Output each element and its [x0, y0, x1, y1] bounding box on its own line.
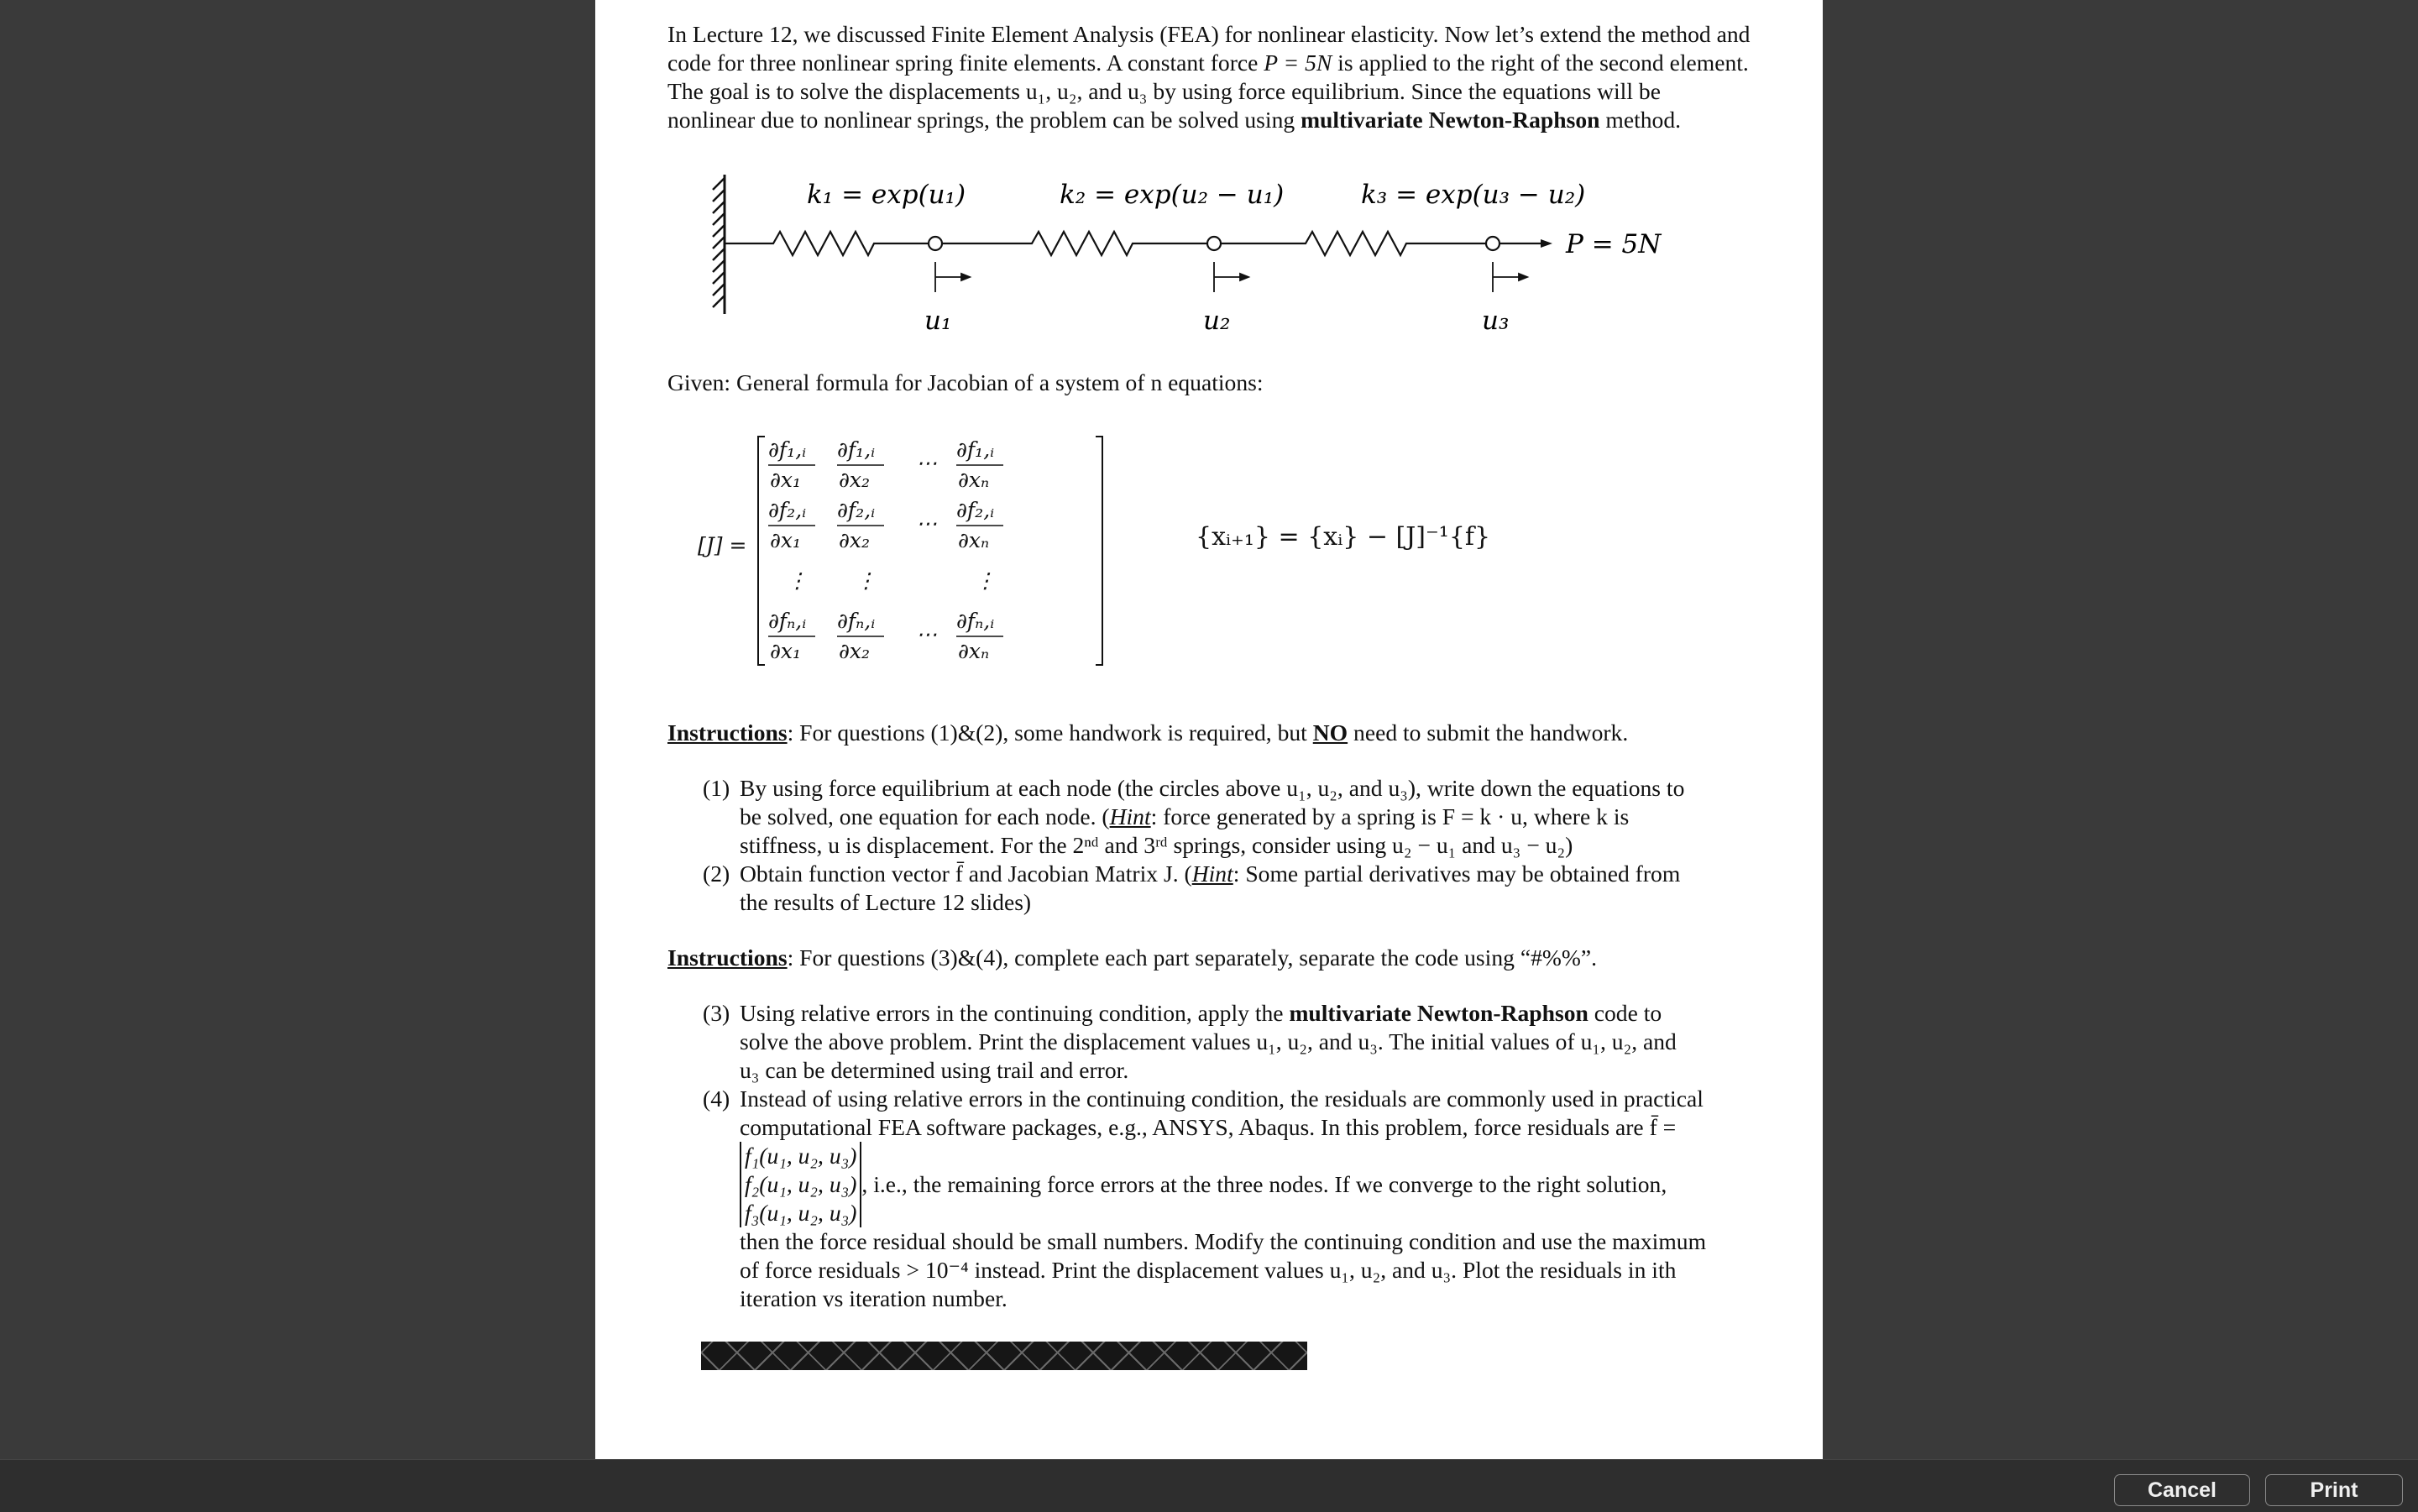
question-1: (1) By using force equilibrium at each node (the circles above u₁, u₂, and u₃), write down the equations to be solved, one equation for each node. (Hint: force generated by a spring is F = k · u, where k is stiffness, u is displacement. For the 2ⁿᵈ and 3ʳᵈ springs, consider using u₂ − u₁ and u₃ − u₂) [703, 775, 1685, 858]
k3-label: k₃ = exp(u₃ − u₂) [1361, 180, 1586, 210]
node-2-circle [1207, 237, 1221, 250]
given-text: Given: General formula for Jacobian of a system of n equations: [667, 369, 1264, 395]
svg-text:∂x₁: ∂x₁ [770, 528, 802, 552]
question-2: (2) Obtain function vector f̄ and Jacobian Matrix J. (Hint: Some partial derivatives may be obtained from the results of Lecture 12 slides) [703, 861, 1681, 915]
instructions-1: Instructions: For questions (1)&(2), some handwork is required, but NO need to submit the handwork. [667, 719, 1629, 746]
svg-text:∂f₂,ᵢ: ∂f₂,ᵢ [768, 498, 807, 522]
svg-text:∂x₁: ∂x₁ [770, 639, 802, 663]
svg-text:∂xₙ: ∂xₙ [958, 468, 990, 492]
node-1-circle [929, 237, 942, 250]
u1-label: u₁ [924, 306, 952, 336]
svg-text:∂x₂: ∂x₂ [839, 639, 871, 663]
svg-text:∂x₂: ∂x₂ [839, 528, 871, 552]
k2-label: k₂ = exp(u₂ − u₁) [1060, 180, 1285, 210]
svg-text:∂f₁,ᵢ: ∂f₁,ᵢ [768, 437, 807, 462]
svg-text:∂fₙ,ᵢ: ∂fₙ,ᵢ [768, 609, 807, 633]
svg-text:∂fₙ,ᵢ: ∂fₙ,ᵢ [837, 609, 876, 633]
svg-text:∂x₁: ∂x₁ [770, 468, 802, 492]
redacted-bar [701, 1342, 1307, 1370]
iteration-formula: {xᵢ₊₁} = {xᵢ} − [J]⁻¹{f} [1196, 522, 1491, 552]
svg-text:∂xₙ: ∂xₙ [958, 528, 990, 552]
svg-text:⋯: ⋯ [916, 511, 937, 536]
force-equation: P = 5N [1264, 50, 1332, 76]
svg-text:∂x₂: ∂x₂ [839, 468, 871, 492]
svg-text:⋯: ⋯ [916, 622, 937, 646]
print-dialog-footer [0, 1459, 2418, 1512]
intro-paragraph: In Lecture 12, we discussed Finite Element Analysis (FEA) for nonlinear elasticity. Now let’s extend the method and code for three nonlinear spring finite elements. A constant force P = 5N is applied to the right of the second element. The goal is to solve the displacements u₁, u₂, and u₃ by using force equilibrium. Since the equations will be nonlinear due to nonlinear springs, the problem can be solved using multivariate Newton-Raphson method. [667, 21, 1751, 133]
k1-label: k₁ = exp(u₁) [807, 180, 966, 210]
force-label: P = 5N [1566, 229, 1662, 259]
instructions-2: Instructions: For questions (3)&(4), complete each part separately, separate the code using “#%%”. [667, 944, 1597, 971]
jacobian-lhs: [J] = [698, 533, 747, 557]
svg-text:⋮: ⋮ [856, 568, 877, 593]
print-button[interactable]: Print [2265, 1474, 2403, 1506]
svg-text:∂f₁,ᵢ: ∂f₁,ᵢ [837, 437, 876, 462]
u2-label: u₂ [1203, 306, 1231, 336]
u3-label: u₃ [1482, 306, 1510, 336]
svg-text:⋯: ⋯ [916, 451, 937, 475]
spring-diagram [696, 165, 1804, 349]
svg-text:∂fₙ,ᵢ: ∂fₙ,ᵢ [956, 609, 995, 633]
svg-text:⋮: ⋮ [787, 568, 808, 593]
question-4: (4) Instead of using relative errors in the continuing condition, the residuals are commonly used in practical computational FEA software packages, e.g., ANSYS, Abaqus. In this problem, force residuals are f̄ = f₁(u₁, u₂, u₃) f₂(u₁, u₂, u₃) f₃(u₁, u₂, u₃) , i.e., the remaining force errors at the three nodes. If we converge to the right solution, then the force residual should be small numbers. Modify the continuing condition and use the maximum of force residuals > 10⁻⁴ instead. Print the displacement values u₁, u₂, and u₃. Plot the residuals in ith iteration vs iteration number. [703, 1086, 1707, 1311]
document-page [595, 0, 1823, 1459]
jacobian-matrix [696, 426, 1166, 670]
svg-text:∂f₂,ᵢ: ∂f₂,ᵢ [956, 498, 995, 522]
node-3-circle [1486, 237, 1499, 250]
svg-text:⋮: ⋮ [975, 568, 996, 593]
question-3: (3) Using relative errors in the continuing condition, apply the multivariate Newton-Raphson code to solve the above problem. Print the displacement values u₁, u₂, and u₃. The initial values of u₁, u₂, and u₃ can be determined using trail and error. [703, 1000, 1677, 1083]
svg-text:∂xₙ: ∂xₙ [958, 639, 990, 663]
cancel-button[interactable]: Cancel [2114, 1474, 2250, 1506]
svg-text:∂f₁,ᵢ: ∂f₁,ᵢ [956, 437, 995, 462]
svg-text:∂f₂,ᵢ: ∂f₂,ᵢ [837, 498, 876, 522]
residual-vector: f₁(u₁, u₂, u₃) f₂(u₁, u₂, u₃) f₃(u₁, u₂, u₃) [740, 1142, 861, 1227]
